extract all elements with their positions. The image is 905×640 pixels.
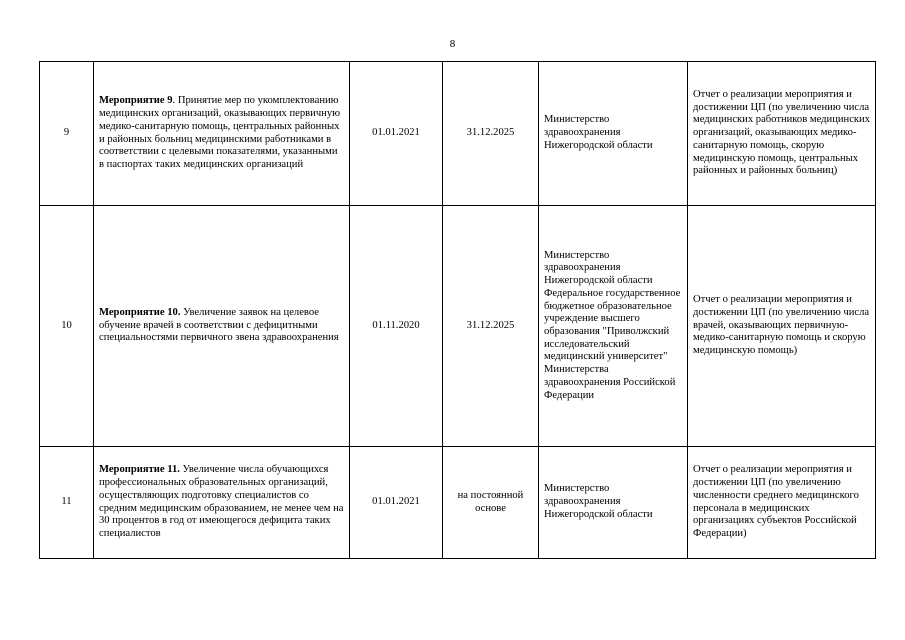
table-row bbox=[40, 62, 876, 206]
end-date: на постоянной основе bbox=[443, 447, 539, 559]
start-date: 01.01.2021 bbox=[350, 447, 443, 559]
activity-title: Мероприятие 10. bbox=[99, 306, 181, 318]
responsible-executor: Министерство здравоохранения Нижегородской области bbox=[539, 447, 688, 559]
responsible-executor: Министерство здравоохранения Нижегородской области Федеральное государственное бюджетное образовательное учреждение высшего образования "Приволжский исследовательский медицинский университет" Министерства здравоохранения Российской Федерации bbox=[539, 206, 688, 447]
activity-cell bbox=[94, 447, 350, 559]
activity-description: Увеличение заявок на целевое обучение врачей в соответствии с дефицитными специальностями первичного звена здравоохранения bbox=[99, 306, 339, 344]
activity-description: Увеличение числа обучающихся профессиональных образовательных организаций, осуществляющих подготовку специалистов со средним медицинским образованием, не менее чем на 30 процентов в год от имеющегося дефицита таких специалистов bbox=[99, 464, 344, 539]
expected-result: Отчет о реализации мероприятия и достижении ЦП (по увеличению числа врачей, оказывающих первичную-медико-санитарную помощь и скорую медицинскую помощь) bbox=[688, 206, 876, 447]
responsible-executor: Министерство здравоохранения Нижегородской области bbox=[539, 62, 688, 206]
start-date: 01.11.2020 bbox=[350, 206, 443, 447]
activities-table bbox=[39, 61, 876, 559]
activity-description: . Принятие мер по укомплектованию медицинских организаций, оказывающих первичную медико-санитарную помощь, центральных районных и районных больниц медицинскими работниками в соответствии с целевыми показателями, указанными в паспортах таких медицинских организаций bbox=[99, 95, 341, 170]
activity-title: Мероприятие 9 bbox=[99, 95, 173, 107]
table-row bbox=[40, 206, 876, 447]
row-number: 10 bbox=[40, 206, 94, 447]
end-date: 31.12.2025 bbox=[443, 62, 539, 206]
end-date: 31.12.2025 bbox=[443, 206, 539, 447]
expected-result: Отчет о реализации мероприятия и достижении ЦП (по увеличению числа медицинских работников медицинских организаций, оказывающих медико-санитарную помощь, скорую медицинскую помощь, центральных районных и районных больниц) bbox=[688, 62, 876, 206]
table-row bbox=[40, 447, 876, 559]
row-number: 9 bbox=[40, 62, 94, 206]
activity-cell bbox=[94, 62, 350, 206]
start-date: 01.01.2021 bbox=[350, 62, 443, 206]
expected-result: Отчет о реализации мероприятия и достижении ЦП (по увеличению численности среднего медицинского персонала в медицинских организациях субъектов Российской Федерации) bbox=[688, 447, 876, 559]
row-number: 11 bbox=[40, 447, 94, 559]
activity-title: Мероприятие 11. bbox=[99, 464, 180, 476]
activity-cell bbox=[94, 206, 350, 447]
page-number: 8 bbox=[449, 38, 456, 50]
